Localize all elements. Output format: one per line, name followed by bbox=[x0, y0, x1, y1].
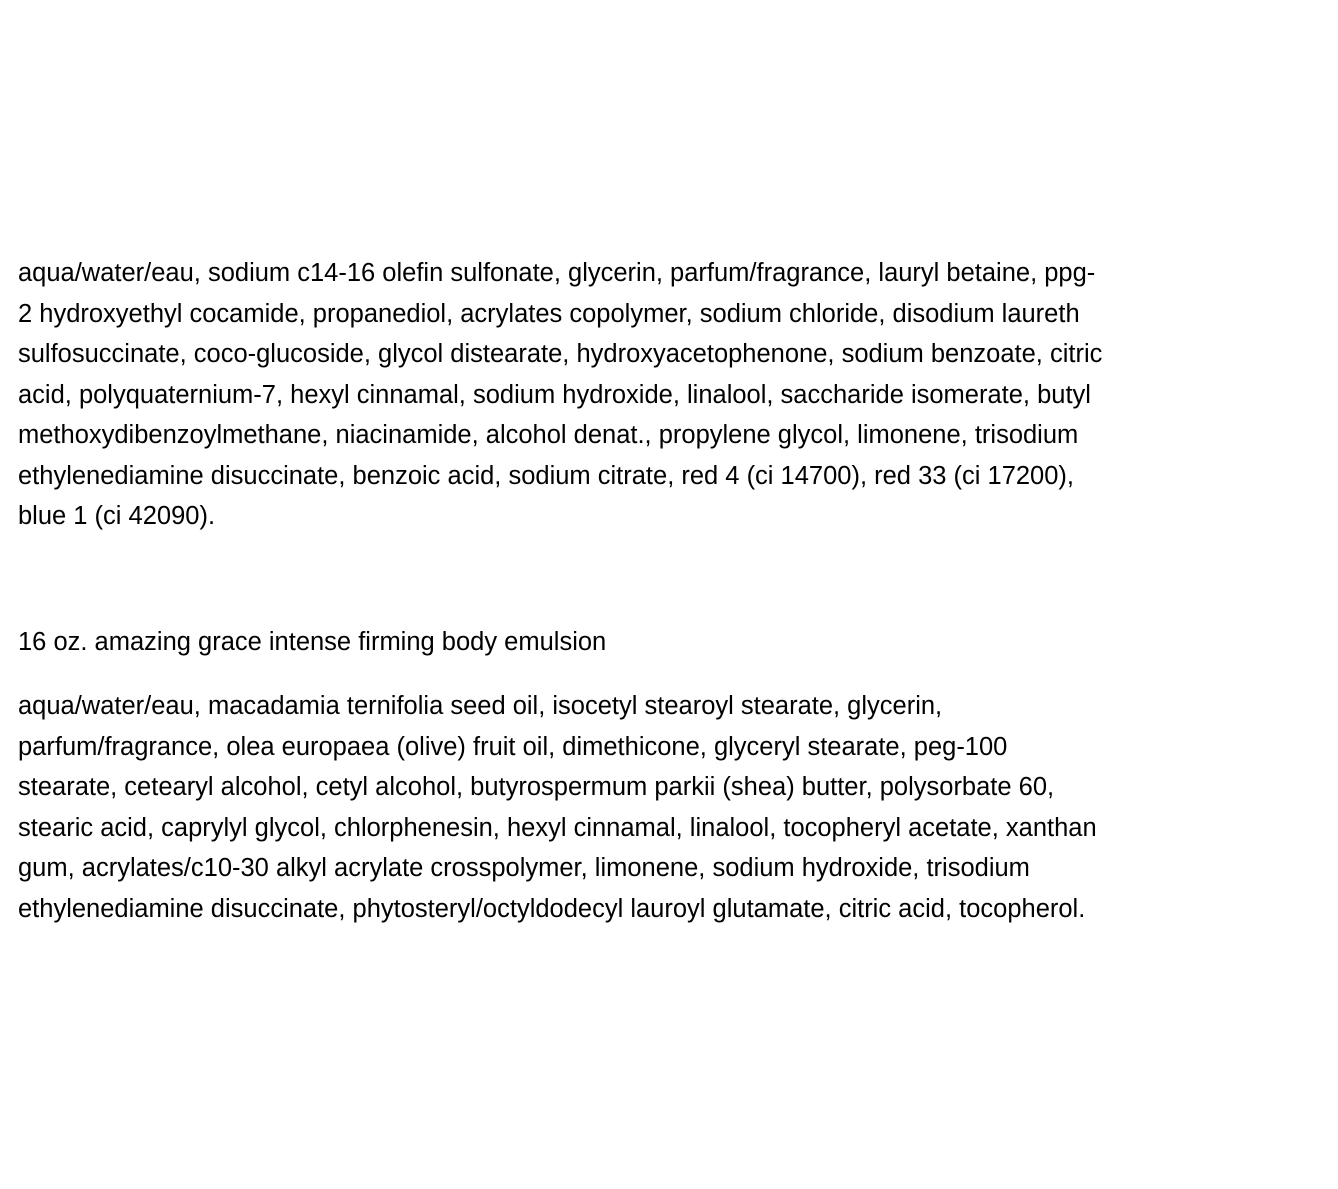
ingredients-line: gum, acrylates/c10-30 alkyl acrylate crosspolymer, limonene, sodium hydroxide, trisodium bbox=[18, 854, 1030, 882]
ingredients-line: blue 1 (ci 42090). bbox=[18, 502, 216, 530]
ingredients-line: aqua/water/eau, macadamia ternifolia seed oil, isocetyl stearoyl stearate, glycerin, bbox=[18, 692, 943, 720]
ingredients-line: acid, polyquaternium-7, hexyl cinnamal, sodium hydroxide, linalool, saccharide isomerate, butyl bbox=[18, 380, 1091, 409]
ingredients-line: methoxydibenzoylmethane, niacinamide, alcohol denat., propylene glycol, limonene, trisodium bbox=[18, 421, 1079, 449]
ingredients-line: parfum/fragrance, olea europaea (olive) fruit oil, dimethicone, glyceryl stearate, peg-100 bbox=[18, 732, 1008, 761]
ingredients-line: stearic acid, caprylyl glycol, chlorphenesin, hexyl cinnamal, linalool, tocopheryl acetate, xanthan bbox=[18, 813, 1097, 842]
ingredients-line: aqua/water/eau, sodium c14-16 olefin sulfonate, glycerin, parfum/fragrance, lauryl betaine, ppg- bbox=[18, 259, 1096, 287]
product-title: 16 oz. amazing grace intense firming body emulsion bbox=[18, 628, 607, 656]
ingredients-list-1 bbox=[18, 253, 1322, 537]
ingredients-line: stearate, cetearyl alcohol, cetyl alcohol, butyrospermum parkii (shea) butter, polysorbate 60, bbox=[18, 773, 1055, 801]
ingredients-line: ethylenediamine disuccinate, benzoic acid, sodium citrate, red 4 (ci 14700), red 33 (ci 17200), bbox=[18, 461, 1074, 490]
ingredients-line: ethylenediamine disuccinate, phytosteryl/octyldodecyl lauroyl glutamate, citric acid, tocopherol. bbox=[18, 894, 1086, 923]
ingredients-list-2 bbox=[18, 686, 1322, 929]
ingredients-line: sulfosuccinate, coco-glucoside, glycol distearate, hydroxyacetophenone, sodium benzoate, citric bbox=[18, 340, 1103, 368]
ingredients-line: 2 hydroxyethyl cocamide, propanediol, acrylates copolymer, sodium chloride, disodium laureth bbox=[18, 299, 1080, 328]
